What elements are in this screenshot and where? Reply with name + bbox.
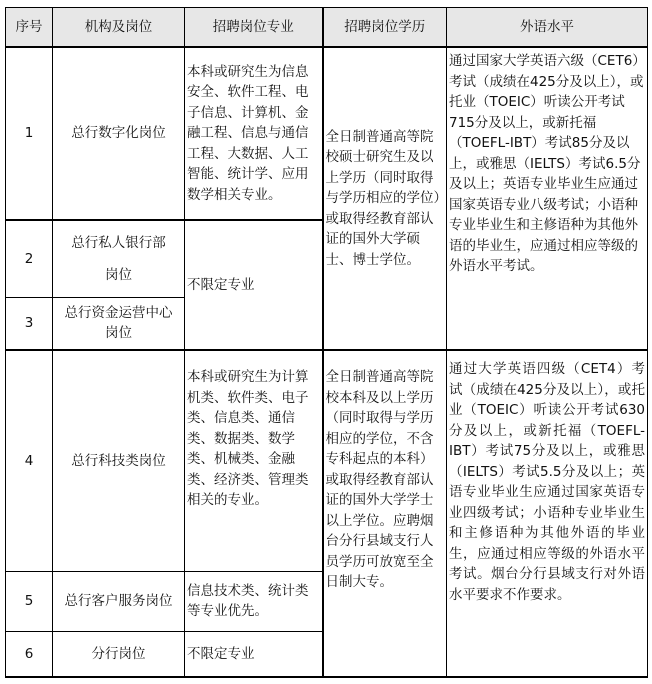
position-name (53, 220, 185, 297)
major-requirement: 信息技术类、统计类等专业优先。 (185, 571, 323, 631)
education-requirement: 全日制普通高等院校本科及以上学历（同时取得与学历相应的学位，不含专科起点的本科）或取得经教育部认证的国外大学学士以上学位。应聘烟台分行县域支行人员学历可放宽至全日制大专。 (323, 350, 447, 677)
header-index: 序号 (6, 8, 53, 48)
position-name-line: 总行资金运营中心 (64, 304, 173, 321)
position-name (53, 297, 185, 350)
header-row (6, 8, 648, 48)
header-language: 外语水平 (447, 8, 648, 48)
language-requirement: 通过大学英语四级（CET4）考试（成绩在425分及以上），或托业（TOEIC）听读公开考试630分及以上，或新托福（TOEFL-IBT）考试75分及以上，或雅思（IELTS）考试5.5分及以上；英语专业毕业生应通过国家英语专业四级考试；小语种专业毕业生和主修语种为其他外语的毕业生，应通过相应等级的外语水平考试。烟台分行县域支行对外语水平要求不作要求。 (447, 350, 648, 677)
recruitment-table (5, 7, 648, 678)
row-index: 1 (6, 47, 53, 220)
education-requirement: 全日制普通高等院校硕士研究生及以上学历（同时取得与学历相应的学位）或取得经教育部认证的国外大学硕士、博士学位。 (323, 47, 447, 350)
position-name-line: 岗位 (105, 325, 132, 342)
major-requirement: 不限定专业 (185, 220, 323, 350)
row-index: 3 (6, 297, 53, 350)
table-row (6, 47, 648, 220)
major-requirement: 不限定专业 (185, 631, 323, 677)
row-index: 5 (6, 571, 53, 631)
table-row (6, 350, 648, 571)
major-requirement: 本科或研究生为信息安全、软件工程、电子信息、计算机、金融工程、信息与通信工程、大数据、人工智能、统计学、应用数学相关专业。 (185, 47, 323, 220)
language-requirement: 通过国家大学英语六级（CET6）考试（成绩在425分及以上），或托业（TOEIC）听读公开考试715分及以上，或新托福（TOEFL-IBT）考试85分及以上，或雅思（IELTS）考试6.5分及以上；英语专业毕业生应通过国家英语专业八级考试；小语种专业毕业生和主修语种为其他外语的毕业生，应通过相应等级的外语水平考试。 (447, 47, 648, 350)
position-name: 分行岗位 (53, 631, 185, 677)
major-requirement: 本科或研究生为计算机类、软件类、电子类、信息类、通信类、数据类、数学类、机械类、金融类、经济类、管理类相关的专业。 (185, 350, 323, 571)
header-position: 机构及岗位 (53, 8, 185, 48)
position-name-line: 总行私人银行部 (71, 234, 166, 251)
header-education: 招聘岗位学历 (323, 8, 447, 48)
position-name: 总行客户服务岗位 (53, 571, 185, 631)
header-major: 招聘岗位专业 (185, 8, 323, 48)
position-name: 总行数字化岗位 (53, 47, 185, 220)
row-index: 6 (6, 631, 53, 677)
position-name: 总行科技类岗位 (53, 350, 185, 571)
position-name-line: 岗位 (105, 266, 132, 283)
row-index: 2 (6, 220, 53, 297)
row-index: 4 (6, 350, 53, 571)
